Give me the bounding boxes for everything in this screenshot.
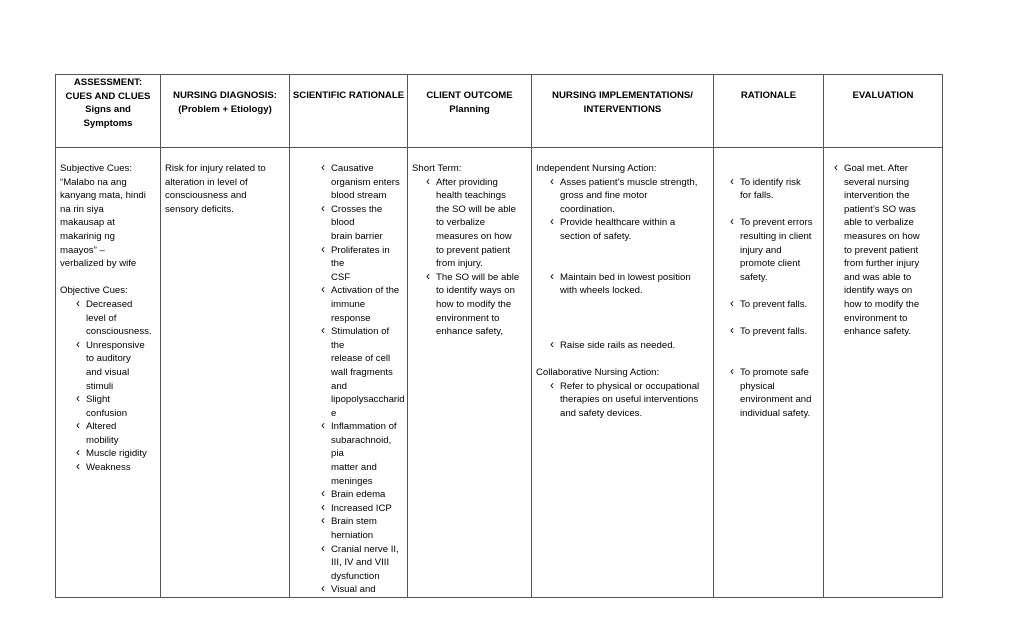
bullet-item [321,488,403,502]
bullet-line: enhance safety, [436,326,504,338]
spacer [550,298,709,339]
bullet-item [550,176,709,217]
bullet-line: ‹ Brain edema [331,489,386,501]
bullet-line: and visual [86,366,130,378]
bullet-line: identify ways on [844,285,913,297]
bullet-line: ‹ Proliferates in the [331,244,390,270]
bullet-line: ‹ Goal met. After [844,163,908,174]
bullet-line: and safety devices. [560,407,643,419]
bullet-line: individual safety. [740,407,811,419]
bullet-item [321,203,403,244]
bullet-item [550,216,709,243]
bullet-line: ‹ Crosses the blood [331,203,383,229]
header-line: CLIENT OUTCOME [426,90,513,101]
subjective-cues-label: Subjective Cues: [60,163,132,174]
bullet-item [76,339,156,393]
bullet-item [321,162,403,203]
bullet-line: resulting in client [740,230,812,242]
bullet-line: ‹ Muscle rigidity [86,448,147,460]
bullet-line: stimuli [86,380,114,392]
header-scientific-rationale [290,75,408,148]
header-line: NURSING IMPLEMENTATIONS/ [552,90,693,101]
rationale-cell [714,148,824,598]
bullet-item [321,325,403,420]
bullet-item [321,515,403,542]
bullet-line: ‹ The SO will be able [436,271,520,283]
bullet-line: and [331,380,348,392]
content-row [56,148,943,598]
bullet-line: subarachnoid, pia [331,434,392,460]
text-line: makausap at [60,217,115,229]
bullet-line: matter and [331,462,377,474]
bullet-line: CSF [331,271,351,283]
text-line: alteration in level of [165,176,248,188]
bullet-line: intervention the [844,190,910,202]
bullet-line: mobility [86,434,119,446]
text-line: verbalized by wife [60,258,137,270]
header-assessment [56,75,161,148]
bullet-line: from injury. [436,258,483,270]
client-outcome-cell [408,148,532,598]
evaluation-list [834,162,938,339]
bullet-line: organism enters [331,176,400,188]
bullet-line: physical [740,380,775,392]
bullet-line: to auditory [86,353,131,365]
bullet-item [730,176,819,203]
spacer [730,203,819,217]
bullet-line: health teachings [436,190,506,202]
spacer [730,339,819,366]
spacer [730,312,819,326]
objective-cues-list [60,298,156,475]
header-row [56,75,943,148]
bullet-line: consciousness. [86,326,152,338]
bullet-item [730,298,819,312]
bullet-line: immune response [331,298,371,324]
bullet-line: safety. [740,271,768,283]
bullet-line: confusion [86,407,128,419]
header-line: (Problem + Etiology) [178,103,272,115]
bullet-line: section of safety. [560,230,632,242]
bullet-line: ‹ Provide healthcare within a [560,217,676,229]
header-line: Symptoms [83,117,133,129]
bullet-item [76,461,156,475]
bullet-line: and was able to [844,271,912,283]
independent-action-label: Independent Nursing Action: [536,163,657,174]
bullet-line: ‹ Unresponsive [86,339,145,351]
nursing-care-plan-table [55,74,943,598]
bullet-line: to prevent patient [436,244,511,256]
bullet-item [834,162,938,339]
bullet-line: ‹ Decreased [86,298,133,310]
spacer [730,284,819,298]
bullet-line: ‹ After providing [436,176,498,188]
bullet-line: the SO will be able [436,203,516,215]
bullet-item [730,366,819,420]
header-client-outcome [408,75,532,148]
bullet-line: measures on how [844,230,920,242]
bullet-line: promote client [740,258,801,270]
bullet-item [550,380,709,421]
bullet-line: e [331,407,337,419]
bullet-line: ‹ Weakness [86,462,131,474]
bullet-item [426,271,527,339]
text-line: sensory deficits. [165,203,234,215]
diagnosis-text [165,162,285,216]
text-line: “Malabo na ang [60,176,127,188]
text-line: makarinig ng [60,230,115,242]
bullet-line: ‹ To prevent errors [740,217,813,229]
evaluation-cell [824,148,943,598]
bullet-item [76,420,156,447]
header-line: INTERVENTIONS [583,103,662,115]
header-implementations [532,75,714,148]
bullet-line: release of cell [331,353,391,365]
bullet-line: measures on how [436,230,512,242]
independent-action-list [536,176,709,353]
bullet-line: how to modify the [436,298,512,310]
bullet-line: ‹ Raise side rails as needed. [560,339,676,351]
text-line: na rin siya [60,203,104,215]
collaborative-action-label: Collaborative Nursing Action: [536,366,660,378]
header-diagnosis [161,75,290,148]
bullet-line: blood stream [331,190,387,202]
header-line: RATIONALE [740,90,797,101]
spacer [550,244,709,271]
header-line: CUES AND CLUES [65,90,151,102]
bullet-line: environment to [844,312,908,324]
bullet-line: for falls. [740,190,774,202]
bullet-item [321,420,403,488]
pathophysiology-list [294,162,403,597]
bullet-line: ‹ Visual and [331,584,376,596]
bullet-line: ‹ Increased ICP [331,502,392,514]
bullet-line: ‹ Brain stem [331,516,377,528]
bullet-line: herniation [331,530,374,542]
bullet-line: patient’s SO was [844,203,916,215]
header-evaluation [824,75,943,148]
bullet-item [321,543,403,584]
bullet-line: coordination. [560,203,615,215]
bullet-line: to verbalize [436,217,486,229]
text-line: consciousness and [165,190,247,202]
assessment-cell [56,148,161,598]
bullet-line: environment and [740,394,812,406]
bullet-item [76,447,156,461]
scientific-rationale-cell [290,148,408,598]
bullet-item [321,583,403,597]
bullet-line: meninges [331,475,373,487]
short-term-label: Short Term: [412,163,462,174]
bullet-line: III, IV and VIII [331,557,390,569]
bullet-item [321,502,403,516]
bullet-line: injury and [740,244,782,256]
bullet-line: gross and fine motor [560,190,648,202]
bullet-line: ‹ Asses patient’s muscle strength, [560,176,698,188]
outcome-list [412,176,527,339]
bullet-item [76,298,156,339]
bullet-line: ‹ Altered [86,421,117,433]
bullet-item [426,176,527,271]
header-line: ASSESSMENT: [73,77,143,88]
bullet-line: ‹ Causative [331,163,374,174]
diagnosis-cell [161,148,290,598]
bullet-item [321,244,403,285]
bullet-line: lipopolysaccharid [331,394,405,406]
bullet-line: several nursing [844,176,910,188]
bullet-item [550,339,709,353]
header-line: Signs and [85,104,131,116]
bullet-line: ‹ Inflammation of [331,421,397,433]
bullet-line: ‹ Refer to physical or occupational [560,380,700,392]
bullet-line: ‹ To promote safe [740,366,809,378]
subjective-quote [60,176,156,271]
bullet-line: ‹ To prevent falls. [740,326,808,338]
collaborative-action-list [536,380,709,421]
bullet-line: ‹ Stimulation of the [331,326,390,351]
header-line: EVALUATION [852,90,914,101]
bullet-item [76,393,156,420]
bullet-item [730,325,819,339]
bullet-line: how to modify the [844,298,920,310]
header-line: Planning [449,103,490,115]
header-line: SCIENTIFIC RATIONALE [292,90,405,101]
bullet-line: ‹ To prevent falls. [740,298,808,310]
bullet-item [730,216,819,284]
bullet-line: to prevent patient [844,244,919,256]
text-line: kanyang mata, hindi [60,190,146,202]
header-line: NURSING DIAGNOSIS: [173,90,277,101]
rationale-list [730,176,819,421]
bullet-line: from further injury [844,258,920,270]
bullet-line: therapies on useful interventions [560,394,699,406]
bullet-line: to identify ways on [436,285,515,297]
bullet-line: ‹ To identify risk [740,176,801,188]
objective-cues-label: Objective Cues: [60,285,128,297]
bullet-item [321,284,403,325]
header-rationale [714,75,824,148]
bullet-line: ‹ Activation of the [331,285,400,297]
bullet-line: brain barrier [331,230,383,242]
bullet-line: ‹ Maintain bed in lowest position [560,271,691,283]
text-line: Risk for injury related to [165,163,266,174]
implementations-cell [532,148,714,598]
bullet-line: able to verbalize [844,217,914,229]
bullet-item [550,271,709,298]
bullet-line: wall fragments [331,366,393,378]
bullet-line: level of [86,312,117,324]
bullet-line: enhance safety. [844,326,912,338]
bullet-line: with wheels locked. [560,285,643,297]
bullet-line: ‹ Slight [86,394,110,406]
bullet-line: environment to [436,312,500,324]
bullet-line: ‹ Cranial nerve II, [331,543,399,555]
text-line: maayos” – [60,244,105,256]
bullet-line: dysfunction [331,570,380,582]
